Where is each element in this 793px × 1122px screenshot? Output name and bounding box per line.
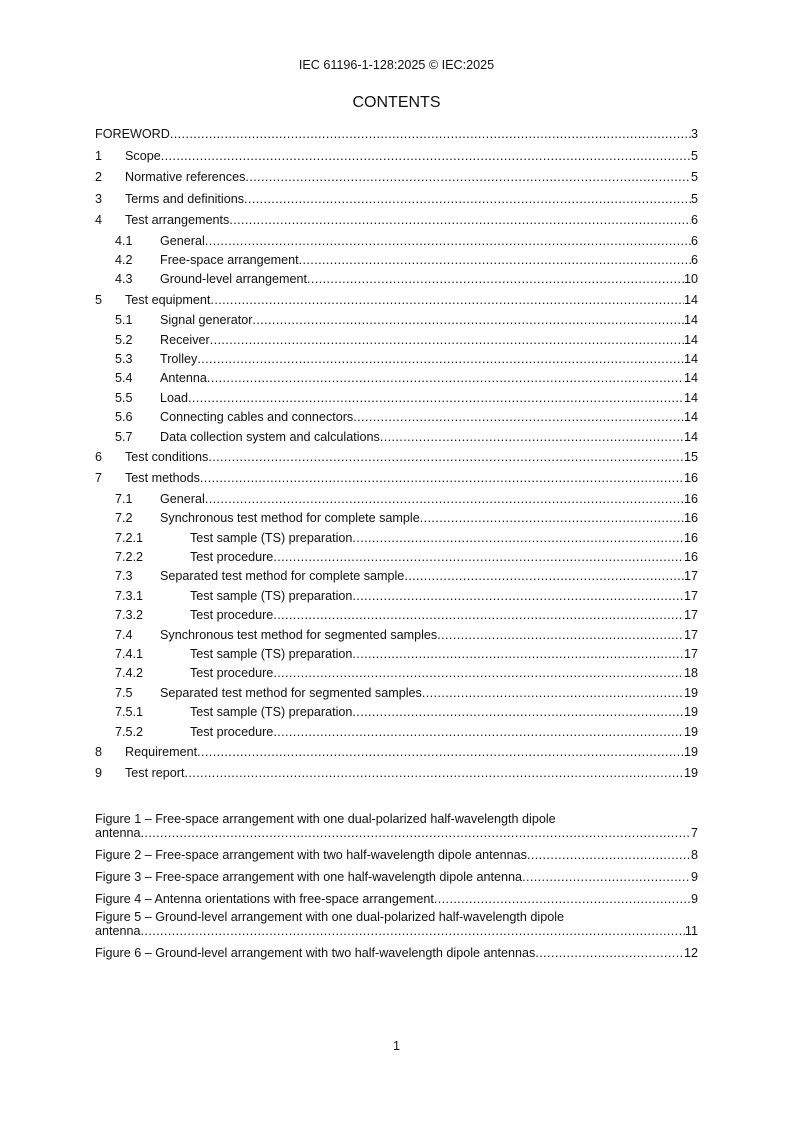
dot-leader bbox=[197, 350, 684, 369]
figure-entry[interactable] bbox=[95, 812, 698, 840]
toc-entry-page: 14 bbox=[683, 390, 698, 405]
figure-entry-line bbox=[95, 826, 698, 840]
toc-entry-title: Test conditions bbox=[125, 449, 209, 464]
toc-entry[interactable] bbox=[95, 428, 698, 447]
toc-entry[interactable] bbox=[95, 490, 698, 509]
toc-entry-title: Normative references bbox=[125, 170, 246, 184]
toc-entry[interactable] bbox=[95, 270, 698, 289]
dot-leader bbox=[210, 331, 684, 350]
toc-entry-number: 5.2 bbox=[115, 332, 133, 347]
toc-entry[interactable] bbox=[95, 606, 698, 625]
toc-entry-title: Test procedure bbox=[190, 550, 274, 565]
toc-entry[interactable] bbox=[95, 684, 698, 703]
toc-entry-title: Test procedure bbox=[190, 724, 274, 739]
toc-entry[interactable] bbox=[95, 350, 698, 369]
figure-entry-title-line1: Figure 1 – Free-space arrangement with one dual-polarized half-wavelength dipole bbox=[95, 812, 556, 826]
toc-entry-page: 14 bbox=[683, 332, 698, 347]
dot-leader bbox=[208, 447, 684, 469]
toc-entry[interactable] bbox=[95, 290, 698, 312]
toc-entry[interactable] bbox=[95, 723, 698, 742]
dot-leader bbox=[437, 626, 684, 645]
toc-entry-title: General bbox=[160, 233, 205, 248]
dot-leader bbox=[244, 189, 691, 211]
dot-leader bbox=[352, 703, 684, 722]
toc-entry-page: 5 bbox=[690, 170, 698, 184]
toc-entry-title: Scope bbox=[125, 148, 161, 163]
dot-leader bbox=[170, 124, 691, 146]
toc-entry-title: Test sample (TS) preparation bbox=[190, 530, 353, 545]
dot-leader bbox=[352, 587, 684, 606]
toc-entry[interactable] bbox=[95, 626, 698, 645]
toc-entry-title: Synchronous test method for complete sample bbox=[160, 511, 420, 526]
toc-entry[interactable] bbox=[95, 124, 698, 146]
figure-entry[interactable] bbox=[95, 870, 698, 884]
dot-leader bbox=[245, 167, 691, 189]
toc-entry[interactable] bbox=[95, 210, 698, 232]
dot-leader bbox=[197, 742, 684, 764]
toc-entry-number: 6 bbox=[95, 449, 103, 464]
toc-entry-number: 7.3 bbox=[115, 569, 133, 584]
toc-entry-page: 14 bbox=[683, 351, 698, 366]
toc-entry-title: Antenna bbox=[160, 371, 207, 386]
dot-leader bbox=[420, 509, 684, 528]
figure-entry[interactable] bbox=[95, 910, 698, 938]
dot-leader bbox=[422, 684, 684, 703]
toc-entry-number: 7.5 bbox=[115, 685, 133, 700]
toc-entry[interactable] bbox=[95, 146, 698, 168]
toc-entry-number: 8 bbox=[95, 744, 103, 759]
dot-leader bbox=[352, 645, 684, 664]
toc-entry-title: Data collection system and calculations bbox=[160, 429, 380, 444]
toc-entry-page: 17 bbox=[683, 569, 698, 584]
toc-entry-page: 17 bbox=[683, 608, 698, 623]
dot-leader bbox=[252, 311, 684, 330]
toc-entry-page: 19 bbox=[683, 705, 698, 720]
toc-entry-page: 16 bbox=[683, 511, 698, 526]
toc-entry[interactable] bbox=[95, 567, 698, 586]
figure-entry-page: 12 bbox=[683, 946, 698, 960]
toc-entry-page: 6 bbox=[690, 233, 698, 248]
dot-leader bbox=[141, 924, 685, 938]
toc-entry-title: Test sample (TS) preparation bbox=[190, 705, 353, 720]
toc-entry-title: Connecting cables and connectors bbox=[160, 410, 354, 425]
toc-entry-number: 4.2 bbox=[115, 252, 133, 267]
toc-entry-number: 7.3.2 bbox=[115, 608, 144, 623]
toc-entry[interactable] bbox=[95, 447, 698, 469]
toc-entry[interactable] bbox=[95, 529, 698, 548]
toc-entry-title: Test procedure bbox=[190, 666, 274, 681]
dot-leader bbox=[229, 210, 691, 232]
list-of-figures bbox=[95, 812, 698, 964]
toc-entry-page: 19 bbox=[683, 744, 698, 759]
toc-entry-title: Ground-level arrangement bbox=[160, 272, 308, 287]
toc-entry-page: 17 bbox=[683, 647, 698, 662]
toc-entry-number: 5.1 bbox=[115, 313, 133, 328]
toc-entry-page: 14 bbox=[683, 429, 698, 444]
dot-leader bbox=[188, 389, 684, 408]
toc-entry[interactable] bbox=[95, 587, 698, 606]
toc-entry-number: 7.1 bbox=[115, 491, 133, 506]
toc-entry-page: 17 bbox=[683, 627, 698, 642]
dot-leader bbox=[352, 529, 684, 548]
toc-entry-page: 19 bbox=[683, 685, 698, 700]
dot-leader bbox=[161, 146, 691, 168]
toc-entry-page: 14 bbox=[683, 410, 698, 425]
toc-entry-number: 2 bbox=[95, 170, 103, 184]
toc-entry-page: 16 bbox=[683, 491, 698, 506]
toc-entry-title: General bbox=[160, 491, 205, 506]
toc-entry[interactable] bbox=[95, 369, 698, 388]
toc-entry[interactable] bbox=[95, 763, 698, 785]
toc-entry-page: 5 bbox=[690, 148, 698, 163]
toc-entry-number: 5 bbox=[95, 292, 103, 307]
toc-entry-number: 3 bbox=[95, 191, 103, 206]
dot-leader bbox=[299, 251, 691, 270]
figure-entry-line bbox=[95, 870, 698, 884]
toc-entry-page: 14 bbox=[683, 292, 698, 307]
figure-entry[interactable] bbox=[95, 848, 698, 862]
figure-entry-title: antenna bbox=[95, 826, 141, 840]
toc-entry-number: 5.5 bbox=[115, 390, 133, 405]
toc-entry[interactable] bbox=[95, 664, 698, 683]
dot-leader bbox=[210, 290, 684, 312]
document-header: IEC 61196-1-128:2025 © IEC:2025 bbox=[298, 58, 495, 72]
toc-entry[interactable] bbox=[95, 742, 698, 764]
dot-leader bbox=[307, 270, 684, 289]
toc-entry-page: 10 bbox=[683, 272, 698, 287]
dot-leader bbox=[353, 408, 684, 427]
figure-entry-line bbox=[95, 924, 698, 938]
toc-entry-title: Terms and definitions bbox=[125, 191, 245, 206]
toc-entry[interactable] bbox=[95, 645, 698, 664]
table-of-contents bbox=[95, 124, 698, 785]
toc-entry-page: 5 bbox=[690, 191, 698, 206]
figure-entry-page: 8 bbox=[690, 848, 698, 862]
toc-entry-page: 6 bbox=[690, 252, 698, 267]
toc-entry-title: Receiver bbox=[160, 332, 210, 347]
toc-entry-number: 4 bbox=[95, 213, 103, 227]
toc-entry-number: 7.2.1 bbox=[115, 530, 144, 545]
toc-entry-page: 6 bbox=[690, 213, 698, 227]
toc-entry-title: Test methods bbox=[125, 471, 200, 486]
toc-entry-title: Test equipment bbox=[125, 292, 211, 307]
figure-entry-title-line1: Figure 5 – Ground-level arrangement with one dual-polarized half-wavelength dipole bbox=[95, 910, 565, 924]
toc-entry-number: 7.5.2 bbox=[115, 724, 144, 739]
dot-leader bbox=[522, 870, 691, 884]
toc-entry-number: 9 bbox=[95, 766, 103, 781]
dot-leader bbox=[535, 946, 684, 960]
figure-entry-title: Figure 6 – Ground-level arrangement with two half-wavelength dipole antennas bbox=[95, 946, 536, 960]
toc-entry[interactable] bbox=[95, 509, 698, 528]
toc-entry[interactable] bbox=[95, 331, 698, 350]
dot-leader bbox=[273, 606, 684, 625]
figure-entry-title: antenna bbox=[95, 924, 141, 938]
toc-entry-page: 18 bbox=[683, 666, 698, 681]
toc-entry-number: 7.4.2 bbox=[115, 666, 144, 681]
toc-entry-title: Requirement bbox=[125, 744, 198, 759]
figure-entry-line bbox=[95, 892, 698, 906]
toc-entry-page: 19 bbox=[683, 724, 698, 739]
dot-leader bbox=[205, 232, 691, 251]
toc-entry-number: 7.4.1 bbox=[115, 647, 144, 662]
toc-entry-page: 16 bbox=[683, 471, 698, 486]
toc-entry-title: Free-space arrangement bbox=[160, 252, 299, 267]
toc-entry-number: 5.4 bbox=[115, 371, 133, 386]
toc-entry-number: 7.2.2 bbox=[115, 550, 144, 565]
figure-entry[interactable] bbox=[95, 946, 698, 960]
toc-entry[interactable] bbox=[95, 167, 698, 189]
figure-entry-page: 9 bbox=[690, 870, 698, 884]
figure-entry-title: Figure 2 – Free-space arrangement with two half-wavelength dipole antennas bbox=[95, 848, 527, 862]
figure-entry[interactable] bbox=[95, 892, 698, 906]
toc-entry[interactable] bbox=[95, 251, 698, 270]
toc-entry-title: Load bbox=[160, 390, 189, 405]
toc-entry-page: 17 bbox=[683, 588, 698, 603]
dot-leader bbox=[273, 664, 684, 683]
toc-entry-number: 5.6 bbox=[115, 410, 133, 425]
toc-entry-number: 7.2 bbox=[115, 511, 133, 526]
toc-entry-title: FOREWORD bbox=[95, 127, 170, 141]
dot-leader bbox=[434, 892, 691, 906]
toc-entry-number: 5.3 bbox=[115, 351, 133, 366]
figure-entry-page: 9 bbox=[690, 892, 698, 906]
dot-leader bbox=[207, 369, 684, 388]
toc-entry-title: Trolley bbox=[160, 351, 198, 366]
figure-entry-page: 7 bbox=[690, 826, 698, 840]
figure-entry-line bbox=[95, 946, 698, 960]
dot-leader bbox=[404, 567, 684, 586]
toc-entry-page: 16 bbox=[683, 530, 698, 545]
toc-entry-title: Separated test method for segmented samples bbox=[160, 685, 422, 700]
page-number: 1 bbox=[392, 1039, 400, 1053]
dot-leader bbox=[200, 468, 684, 490]
toc-entry[interactable] bbox=[95, 703, 698, 722]
toc-entry-title: Test procedure bbox=[190, 608, 274, 623]
toc-entry-page: 14 bbox=[683, 313, 698, 328]
toc-entry-page: 15 bbox=[683, 449, 698, 464]
toc-entry-number: 4.3 bbox=[115, 272, 133, 287]
toc-entry[interactable] bbox=[95, 389, 698, 408]
figure-entry-line bbox=[95, 848, 698, 862]
toc-entry-number: 4.1 bbox=[115, 233, 133, 248]
toc-entry-title: Test sample (TS) preparation bbox=[190, 588, 353, 603]
dot-leader bbox=[141, 826, 691, 840]
toc-entry[interactable] bbox=[95, 408, 698, 427]
dot-leader bbox=[273, 723, 684, 742]
toc-entry-page: 19 bbox=[683, 766, 698, 781]
dot-leader bbox=[527, 848, 691, 862]
toc-entry[interactable] bbox=[95, 311, 698, 330]
dot-leader bbox=[380, 428, 684, 447]
toc-entry-page: 14 bbox=[683, 371, 698, 386]
toc-entry-title: Test sample (TS) preparation bbox=[190, 647, 353, 662]
toc-entry-title: Separated test method for complete sample bbox=[160, 569, 405, 584]
toc-entry-number: 5.7 bbox=[115, 429, 133, 444]
toc-entry[interactable] bbox=[95, 189, 698, 211]
toc-entry-number: 7.4 bbox=[115, 627, 133, 642]
figure-entry-title: Figure 3 – Free-space arrangement with one half-wavelength dipole antenna bbox=[95, 870, 523, 884]
toc-entry[interactable] bbox=[95, 232, 698, 251]
toc-entry-title: Test arrangements bbox=[125, 213, 230, 227]
toc-entry[interactable] bbox=[95, 468, 698, 490]
toc-entry-title: Synchronous test method for segmented samples bbox=[160, 627, 438, 642]
dot-leader bbox=[273, 548, 684, 567]
toc-entry-number: 7 bbox=[95, 471, 103, 486]
toc-entry-title: Test report bbox=[125, 766, 185, 781]
toc-entry[interactable] bbox=[95, 548, 698, 567]
page-title: CONTENTS bbox=[352, 94, 441, 111]
toc-entry-page: 16 bbox=[683, 550, 698, 565]
toc-entry-page: 3 bbox=[690, 127, 698, 141]
toc-entry-number: 1 bbox=[95, 148, 103, 163]
dot-leader bbox=[185, 763, 684, 785]
toc-entry-number: 7.5.1 bbox=[115, 705, 144, 720]
figure-entry-page: 11 bbox=[684, 924, 698, 938]
toc-entry-title: Signal generator bbox=[160, 313, 253, 328]
toc-entry-number: 7.3.1 bbox=[115, 588, 144, 603]
dot-leader bbox=[205, 490, 684, 509]
figure-entry-title: Figure 4 – Antenna orientations with free-space arrangement bbox=[95, 892, 434, 906]
